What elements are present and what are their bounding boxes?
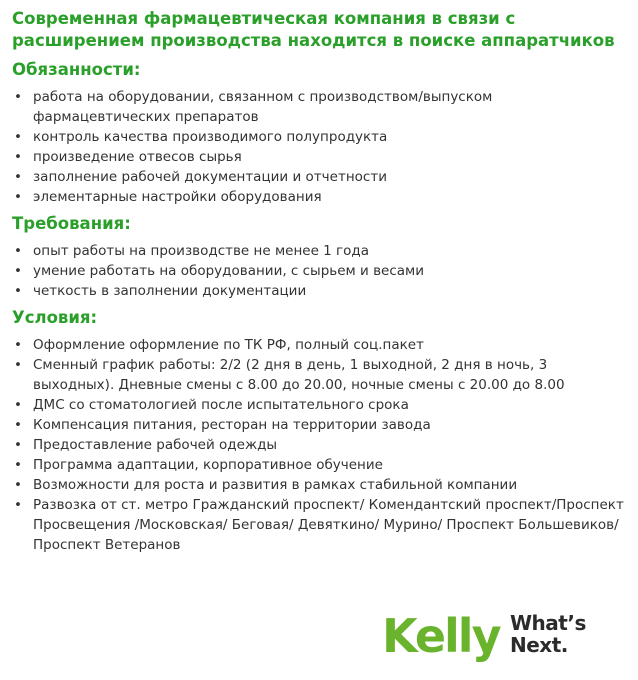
list-item: • работа на оборудовании, связанном с производством/выпуском фармацевтических препаратов: [12, 87, 626, 127]
list-item: • четкость в заполнении документации: [12, 281, 626, 301]
kelly-logo: [382, 606, 612, 676]
list-item: • опыт работы на производстве не менее 1 года: [12, 241, 626, 261]
section-heading-duties: Обязанности:: [12, 60, 141, 79]
conditions-list: [12, 335, 626, 555]
logo-tagline-line2: Next.: [510, 633, 568, 657]
logo-brand: Kelly: [382, 609, 500, 663]
section-heading-requirements: Требования:: [12, 214, 131, 233]
list-item: • Компенсация питания, ресторан на территории завода: [12, 415, 626, 435]
list-item: • Развозка от ст. метро Гражданский проспект/ Комендантский проспект/Проспект Просвещения /Московская/ Беговая/ Девяткино/ Мурино/ Проспект Большевиков/ Проспект Ветеранов: [12, 495, 626, 555]
list-item: • умение работать на оборудовании, с сырьем и весами: [12, 261, 626, 281]
list-item: • элементарные настройки оборудования: [12, 187, 626, 207]
duties-list: [12, 87, 626, 207]
list-item: • заполнение рабочей документации и отчетности: [12, 167, 626, 187]
list-item: • Сменный график работы: 2/2 (2 дня в день, 1 выходной, 2 дня в ночь, 3 выходных). Дневные смены с 8.00 до 20.00, ночные смены с 20.00 до 8.00: [12, 355, 626, 395]
job-posting: [12, 8, 626, 561]
list-item: • Программа адаптации, корпоративное обучение: [12, 455, 626, 475]
list-item: • контроль качества производимого полупродукта: [12, 127, 626, 147]
logo-tagline: [510, 612, 586, 656]
requirements-list: [12, 241, 626, 301]
section-heading-conditions: Условия:: [12, 308, 98, 327]
list-item: • Возможности для роста и развития в рамках стабильной компании: [12, 475, 626, 495]
list-item: • произведение отвесов сырья: [12, 147, 626, 167]
list-item: • ДМС со стоматологией после испытательного срока: [12, 395, 626, 415]
list-item: • Предоставление рабочей одежды: [12, 435, 626, 455]
page-title: Современная фармацевтическая компания в связи с расширением производства находится в поиске аппаратчиков: [12, 9, 615, 50]
logo-tagline-line1: What’s: [510, 611, 586, 635]
list-item: • Оформление оформление по ТК РФ, полный соц.пакет: [12, 335, 626, 355]
